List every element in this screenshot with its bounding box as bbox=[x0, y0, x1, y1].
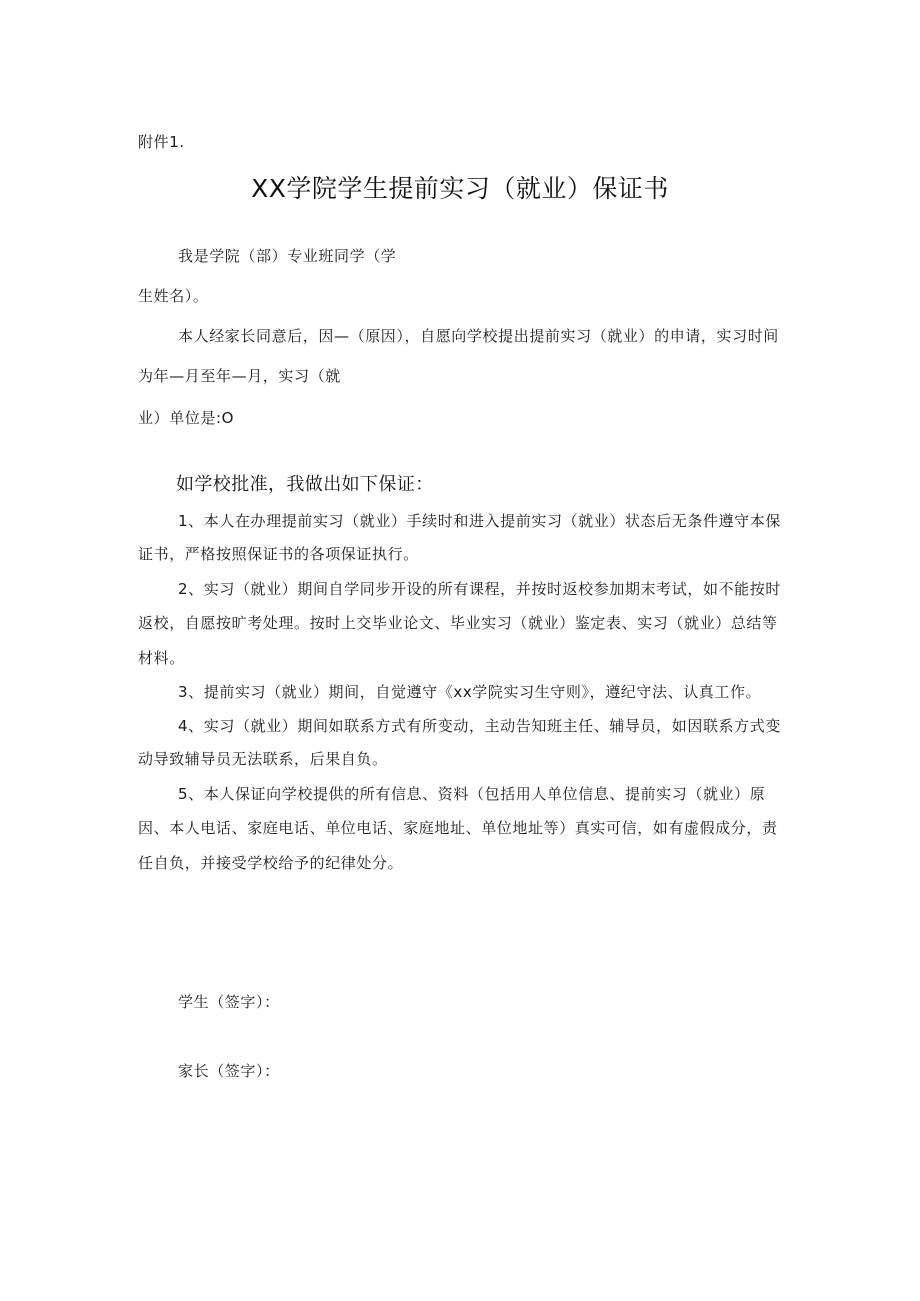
guarantee-heading: 如学校批准，我做出如下保证： bbox=[176, 474, 434, 495]
guarantee-item-2-line-2: 返校，自愿按旷考处理。按时上交毕业论文、毕业实习（就业）鉴定表、实习（就业）总结等 bbox=[138, 614, 778, 632]
guarantee-item-2-line-3: 材料。 bbox=[138, 649, 185, 667]
guarantee-item-1-line-2: 证书，严格按照保证书的各项保证执行。 bbox=[138, 545, 419, 563]
attachment-label: 附件1. bbox=[138, 133, 185, 151]
intro-line-2: 生姓名）。 bbox=[138, 287, 209, 305]
student-signature-label: 学生（签字）： bbox=[178, 993, 280, 1011]
guarantee-item-2-line-1: 2、实习（就业）期间自学同步开设的所有课程，并按时返校参加期末考试，如不能按时 bbox=[178, 580, 781, 598]
intro-line-3: 本人经家长同意后，因—（原因），自愿向学校提出提前实习（就业）的申请，实习时间 bbox=[178, 327, 779, 345]
guarantee-item-3-line-1: 3、提前实习（就业）期间，自觉遵守《xx学院实习生守则》，遵纪守法、认真工作。 bbox=[178, 683, 762, 701]
intro-line-5: 业）单位是:O bbox=[138, 409, 235, 427]
intro-line-1: 我是学院（部）专业班同学（学 bbox=[178, 247, 397, 265]
intro-line-4: 为年—月至年—月，实习（就 bbox=[138, 367, 341, 385]
guarantee-item-1-line-1: 1、本人在办理提前实习（就业）手续时和进入提前实习（就业）状态后无条件遵守本保 bbox=[178, 512, 781, 530]
guarantee-item-5-line-2: 因、本人电话、家庭电话、单位电话、家庭地址、单位地址等）真实可信，如有虚假成分，责 bbox=[138, 819, 778, 837]
guarantee-item-5-line-1: 5、本人保证向学校提供的所有信息、资料（包括用人单位信息、提前实习（就业）原 bbox=[178, 785, 766, 803]
document-title: XX学院学生提前实习（就业）保证书 bbox=[251, 174, 669, 203]
guarantee-item-5-line-3: 任自负，并接受学校给予的纪律处分。 bbox=[138, 854, 404, 872]
parent-signature-label: 家长（签字）： bbox=[178, 1062, 280, 1080]
guarantee-item-4-line-2: 动导致辅导员无法联系，后果自负。 bbox=[138, 750, 388, 768]
guarantee-item-4-line-1: 4、实习（就业）期间如联系方式有所变动，主动告知班主任、辅导员，如因联系方式变 bbox=[178, 717, 781, 735]
